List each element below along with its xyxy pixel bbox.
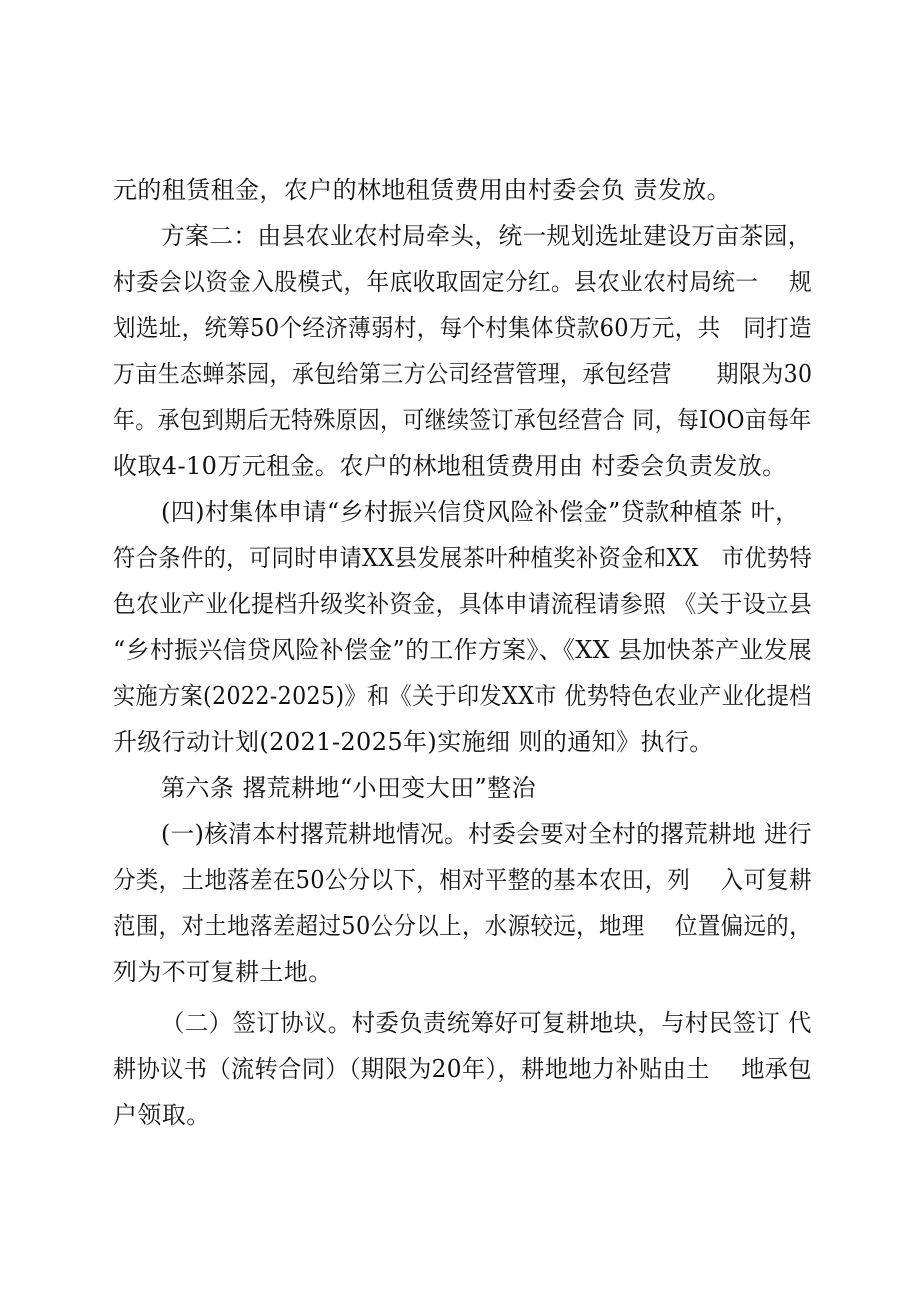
text-line: 户领取。 [113,1101,211,1129]
text-line: 收取4-10万元租金。农户的林地租赁费用由 村委会负责发放。 [113,452,787,480]
text-line: 分类，土地落差在50公分以下，相对平整的基本农田，列 入可复耕 [113,866,812,894]
text-line: 年。承包到期后无特殊原因，可继续签订承包经营合 同，每IOO亩每年 [113,406,812,434]
text-line: 万亩生态蝉茶园，承包给第三方公司经营管理，承包经营 期限为30 [113,360,813,388]
section-heading: 第六条 撂荒耕地“小田变大田”整治 [161,774,536,802]
text-line: “乡村振兴信贷风险补偿金”的工作方案》、《XX 县加快茶产业发展 [113,636,813,664]
text-line: 范围，对土地落差超过50公分以上，水源较远，地理 位置偏远的， [113,912,812,940]
text-line: 村委会以资金入股模式，年底收取固定分红。县农业农村局统一 规 [113,268,813,296]
text-line: 耕协议书（流转合同）（期限为20年），耕地地力补贴由土 地承包 [113,1055,812,1083]
text-line: （二）签订协议。村委负责统筹好可复耕地块，与村民签订 代 [161,1009,812,1037]
text-line: 色农业产业化提档升级奖补资金，具体申请流程请参照 《关于设立县 [113,590,813,618]
text-line: 升级行动计划(2021-2025年)实施细 则的通知》执行。 [113,728,714,756]
text-line: 划选址，统筹50个经济薄弱村，每个村集体贷款60万元，共 同打造 [113,314,812,342]
text-line: 实施方案(2022-2025)》和《关于印发XX市 优势特色农业产业化提档 [113,682,812,710]
text-line: (一)核清本村撂荒耕地情况。村委会要对全村的撂荒耕地 进行 [161,820,812,848]
text-line: 方案二：由县农业农村局牵头，统一规划选址建设万亩茶园， [161,222,812,250]
text-line: 元的租赁租金，农户的林地租赁费用由村委会负 责发放。 [113,176,732,204]
text-line: 符合条件的，可同时申请XX县发展茶叶种植奖补资金和XX 市优势特 [113,544,813,572]
text-line: 列为不可复耕土地。 [113,958,333,986]
text-line: (四)村集体申请“乡村振兴信贷风险补偿金”贷款种植茶 叶， [161,498,800,526]
